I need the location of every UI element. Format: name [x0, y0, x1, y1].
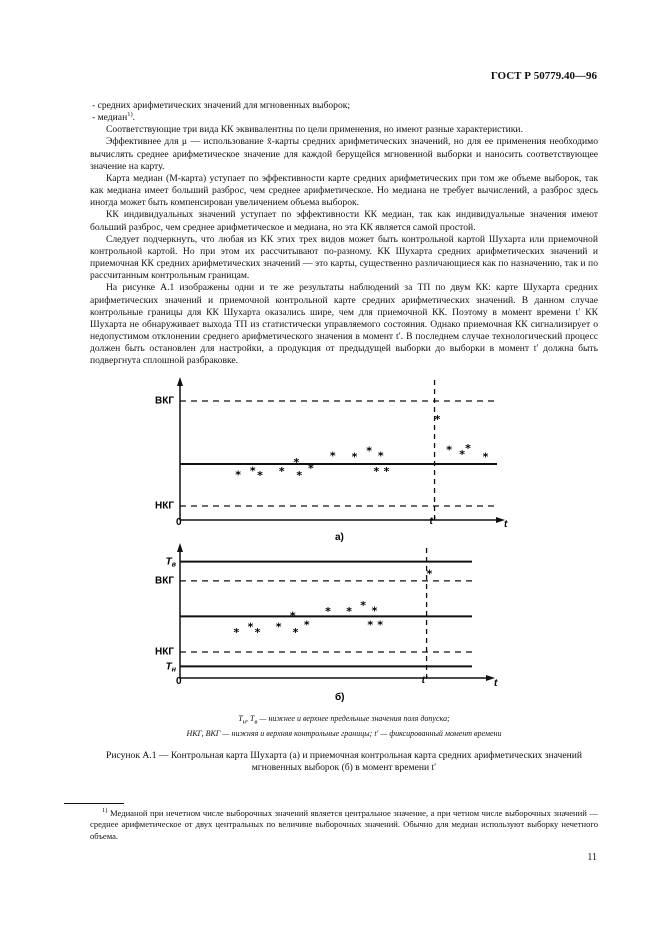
data-point: * — [465, 441, 471, 455]
data-point: * — [329, 449, 336, 463]
y-arrow-b — [177, 543, 183, 552]
data-point: * — [446, 443, 452, 457]
legend-tv-sub: в — [254, 718, 258, 726]
tn-label-b — [166, 661, 177, 673]
legend-tv: , T — [246, 714, 255, 723]
x-axis-label-b: t — [494, 678, 498, 689]
legend-tn-sub: н — [242, 718, 246, 726]
paragraph-6: На рисунке А.1 изображены одни и те же результаты наблюдений за ТП по двум КК: карте Шухарта средних арифметических значений и приемочной контрольной карте средних арифметических значений. В данном случае контрольные границы для КК Шухарта оказались шире, чем для приемочной КК. Поэтому в момент времени t′ КК Шухарта не обнаруживает выхода ТП из статистически управляемого состояния. Однако приемочная КК сигнализирует о недопустимом отклонении среднего арифметического значения в момент t′. В последнем случае технологический процесс должен быть остановлен для настройки, а продукция от предыдущей выборки до выборки в момент t′ должна быть подвергнута сплошной разбраковке. — [90, 282, 598, 367]
data-point: * — [325, 604, 331, 618]
data-point: * — [254, 626, 261, 640]
footnote-text — [90, 808, 598, 842]
data-point: * — [366, 444, 372, 458]
paragraph-3: Карта медиан (M-карта) уступает по эффективности карте средних арифметических при том же объеме выборок, так как медиана имеет больший разброс, чем среднее арифметическое. Но медиана не требует вычислений, а разброс здесь иногда может быть компенсирован увеличением объема выборок. — [90, 172, 598, 209]
panel-label-b: б) — [335, 692, 345, 703]
data-point: * — [292, 626, 299, 640]
data-point: * — [373, 465, 380, 478]
figure-caption: Рисунок А.1 — Контрольная карта Шухарта (а) и приемочная контрольная карта средних арифметических значений мгновенных выборок (б) в момент времени t′ — [105, 750, 582, 774]
data-point: * — [367, 618, 374, 632]
data-point: * — [303, 618, 310, 632]
data-point: * — [235, 468, 242, 482]
lcl-label-b: НКГ — [155, 646, 174, 658]
tv-label-main: T — [165, 556, 172, 568]
legend-tn: T — [238, 714, 243, 723]
paragraph-4: КК индивидуальных значений уступает по эффективности КК медиан, так как индивидуальные значения имеют больший разброс, чем среднее арифметическое и медиана, но эта КК является самой простой. — [90, 209, 598, 233]
footnote-mark: 1) — [102, 807, 108, 815]
data-point: * — [275, 620, 282, 634]
legend-line-1 — [90, 713, 598, 728]
list-item-mean: - средних арифметических значений для мгновенных выборок; — [92, 100, 351, 111]
panel-label-a: а) — [335, 532, 344, 543]
data-points-b — [233, 567, 432, 639]
data-point: * — [434, 413, 441, 427]
y-arrow-a — [177, 377, 183, 386]
data-point: * — [377, 618, 383, 632]
median-end: . — [132, 112, 136, 124]
data-point: * — [257, 469, 263, 483]
data-point: * — [346, 604, 352, 618]
ucl-label-a: ВКГ — [155, 395, 174, 407]
origin-label-b: 0 — [176, 676, 182, 687]
data-point: * — [459, 448, 466, 462]
data-point: * — [426, 567, 433, 581]
paragraph-1: Соответствующие три вида КК эквивалентны по цели применения, но имеют разные характеристики. — [106, 124, 523, 136]
data-point: * — [371, 604, 378, 618]
t-prime-label-a: t′ — [429, 516, 436, 527]
data-point: * — [247, 620, 254, 634]
legend-tolerance-text: — нижнее и верхнее предельные значения поля допуска; — [257, 714, 450, 723]
footnote-separator — [64, 803, 124, 804]
paragraph-2: Эффективнее для μ — использование x̄-карты средних арифметических значений, но для ее применения необходимо вычислять среднее арифметическое значение для каждой берущейся мгновенной выборки и наносить соответствующее значение на карту. — [90, 136, 598, 172]
figure-legend — [90, 713, 598, 739]
data-point: * — [383, 465, 390, 478]
data-point: * — [308, 462, 314, 476]
x-axis-label-a: t — [504, 519, 508, 530]
data-point: * — [351, 450, 358, 464]
chart-panel-a — [155, 377, 508, 543]
data-point: * — [289, 609, 296, 623]
tn-label-sub: н — [171, 666, 176, 674]
legend-line-2: НКГ, ВКГ — нижняя и верхняя контрольные границы; t′ — фиксированный момент времени — [186, 728, 502, 738]
data-point: * — [249, 464, 256, 478]
origin-label-a: 0 — [176, 517, 182, 528]
lcl-label-a: НКГ — [155, 500, 174, 512]
document-header: ГОСТ Р 50779.40—96 — [490, 70, 597, 82]
data-point: * — [482, 450, 489, 464]
data-point: * — [360, 598, 367, 612]
data-point: * — [233, 626, 240, 640]
tn-label-main: T — [165, 661, 172, 673]
paragraph-5: Следует подчеркнуть, что любая из КК этих трех видов может быть контрольной картой Шухарта или приемочной контрольной картой. Но при этом их рассчитывают по-разному. КК Шухарта средних арифметических значений и приемочная КК средних арифметических значений — это карты, существенно различающиеся как по назначению, так и по рассчитанным контрольным границам. — [90, 233, 598, 282]
footnote-body: Медианой при нечетном числе выборочных значений является центральное значение, а при четном числе выборочных значений — среднее арифметическое от двух центральных по величине выборочных значений. Обычно для медиан используют выборку нечетного объема. — [90, 808, 598, 841]
data-point: * — [278, 465, 285, 478]
footnote — [90, 808, 598, 842]
page-number: 11 — [587, 852, 597, 863]
tv-label-b — [166, 556, 177, 568]
data-points-a — [235, 413, 488, 482]
data-point: * — [377, 449, 384, 463]
t-prime-label-b: t′ — [421, 675, 428, 686]
tv-label-sub: в — [171, 561, 176, 569]
chart-panel-b — [155, 543, 498, 703]
data-point: * — [293, 455, 300, 469]
data-point: * — [296, 469, 303, 483]
footnote-ref: 1) — [127, 110, 133, 118]
ucl-label-b: ВКГ — [155, 575, 174, 587]
median-label: - медиан — [92, 112, 128, 124]
